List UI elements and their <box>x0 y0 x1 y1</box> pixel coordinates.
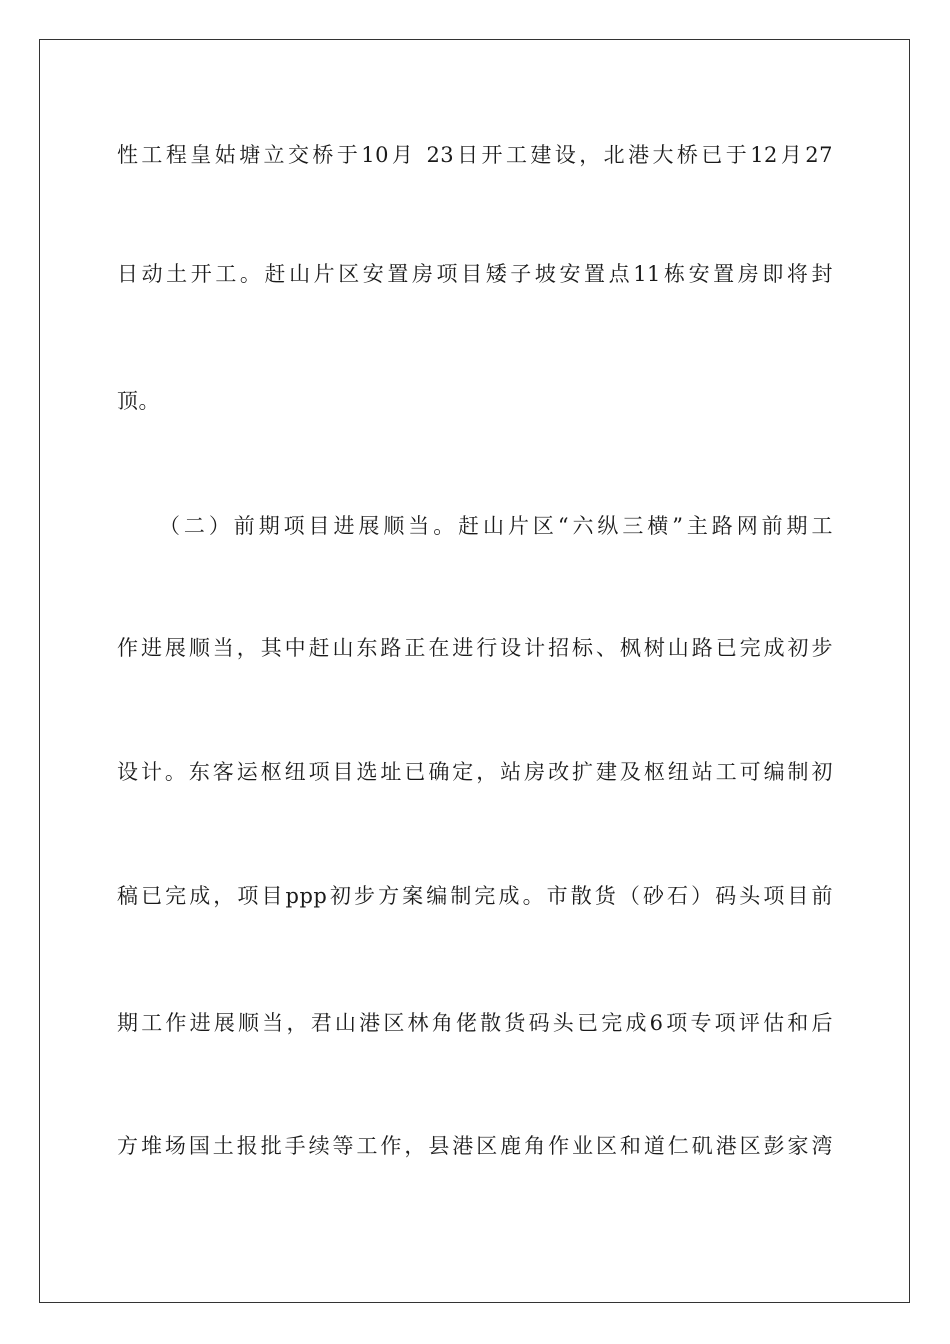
text-line-1: 性工程皇姑塘立交桥于10月 23日开工建设，北港大桥已于12月27 <box>117 143 833 167</box>
text-line-9: 方堆场国土报批手续等工作，县港区鹿角作业区和道仁矶港区彭家湾 <box>117 1134 833 1158</box>
paragraph-heading-line: （二）前期项目进展顺当。赶山片区“六纵三横”主路网前期工 <box>159 514 833 538</box>
text-line-5: 作进展顺当，其中赶山东路正在进行设计招标、枫树山路已完成初步 <box>117 636 833 660</box>
text-line-3: 顶。 <box>117 389 160 413</box>
text-line-7: 稿已完成，项目ppp初步方案编制完成。市散货（砂石）码头项目前 <box>117 884 833 908</box>
page-border <box>39 39 910 1303</box>
text-line-2: 日动土开工。赶山片区安置房项目矮子坡安置点11栋安置房即将封 <box>117 262 833 286</box>
text-line-6: 设计。东客运枢纽项目选址已确定，站房改扩建及枢纽站工可编制初 <box>117 760 833 784</box>
text-line-8: 期工作进展顺当，君山港区林角佬散货码头已完成6项专项评估和后 <box>117 1011 833 1035</box>
